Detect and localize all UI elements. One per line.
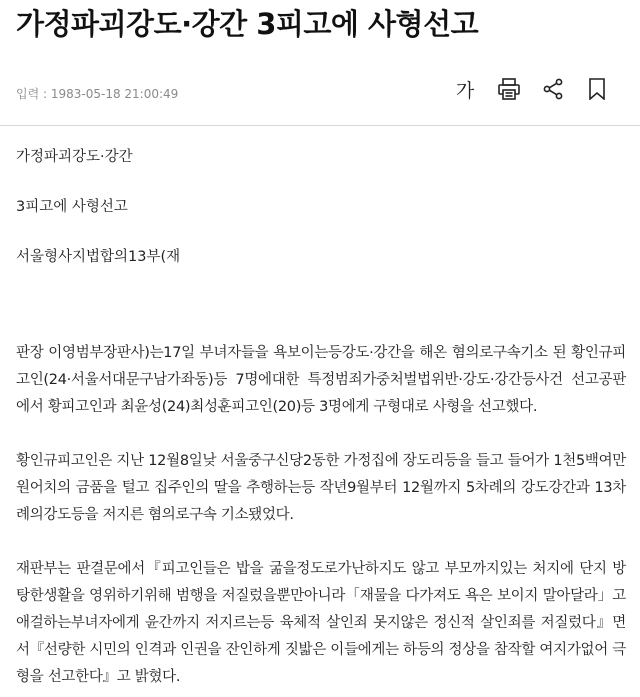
- bookmark-icon: [588, 78, 606, 100]
- font-size-button[interactable]: [450, 74, 480, 104]
- body-line-3: 서울형사지법합의13부(재: [16, 249, 181, 265]
- body-line-1: 가정파괴강도·강간: [16, 149, 133, 165]
- share-button[interactable]: [538, 74, 568, 104]
- font-size-icon: 가: [455, 79, 475, 102]
- print-button[interactable]: [494, 74, 524, 104]
- bookmark-button[interactable]: [582, 74, 612, 104]
- article-toolbar: [436, 74, 612, 104]
- body-paragraph-3: 재판부는 판결문에서『피고인들은 밥을 굶을정도로가난하지도 않고 부모까지있는 처지에 단지 방탕한생활을 영위하기위해 범행을 저질렀을뿐만아니라「재물을 다가져도 욕은 보이지 말아달라」고 애걸하는부녀자에게 윤간까지 저지르는등 육체적 살인죄 못지않은 정신적 살인죄를 저질렀다』면서『선량한 시민의 인격과 인권을 잔인하게 짓밟은 이들에게는 하등의 정상을 참작할 여지가없어 극형을 선고한다』고 밝혔다.: [16, 561, 626, 685]
- body-paragraph-1: 판장 이영범부장판사)는17일 부녀자들을 욕보이는등강도·강간을 해온 혐의로구속기소 된 황인규피고인(24·서울서대문구남가좌동)등 7명에대한 특정범죄가중처벌법위반·강도·강간등사건 선고공판에서 황피고인과 최윤성(24)최성훈피고인(20)등 3명에게 구형대로 사형을 선고했다.: [16, 345, 626, 415]
- print-icon: [497, 78, 521, 100]
- article-meta-row: [0, 70, 640, 110]
- article-body: [16, 144, 626, 697]
- body-paragraph-2: 황인규피고인은 지난 12월8일낮 서울중구신당2동한 가정집에 장도리등을 들고 들어가 1천5백여만원어치의 금품을 털고 집주인의 딸을 추행하는등 작년9월부터 12월까지 5차례의 강도강간과 13차례의강도등을 저지른 혐의로구속 기소됐었다.: [16, 453, 626, 523]
- header-divider: [0, 125, 640, 126]
- body-line-2: 3피고에 사형선고: [16, 199, 128, 215]
- share-icon: [542, 78, 564, 100]
- published-date: 입력 : 1983-05-18 21:00:49: [16, 87, 179, 101]
- article-title: 가정파괴강도·강간 3피고에 사형선고: [16, 7, 479, 41]
